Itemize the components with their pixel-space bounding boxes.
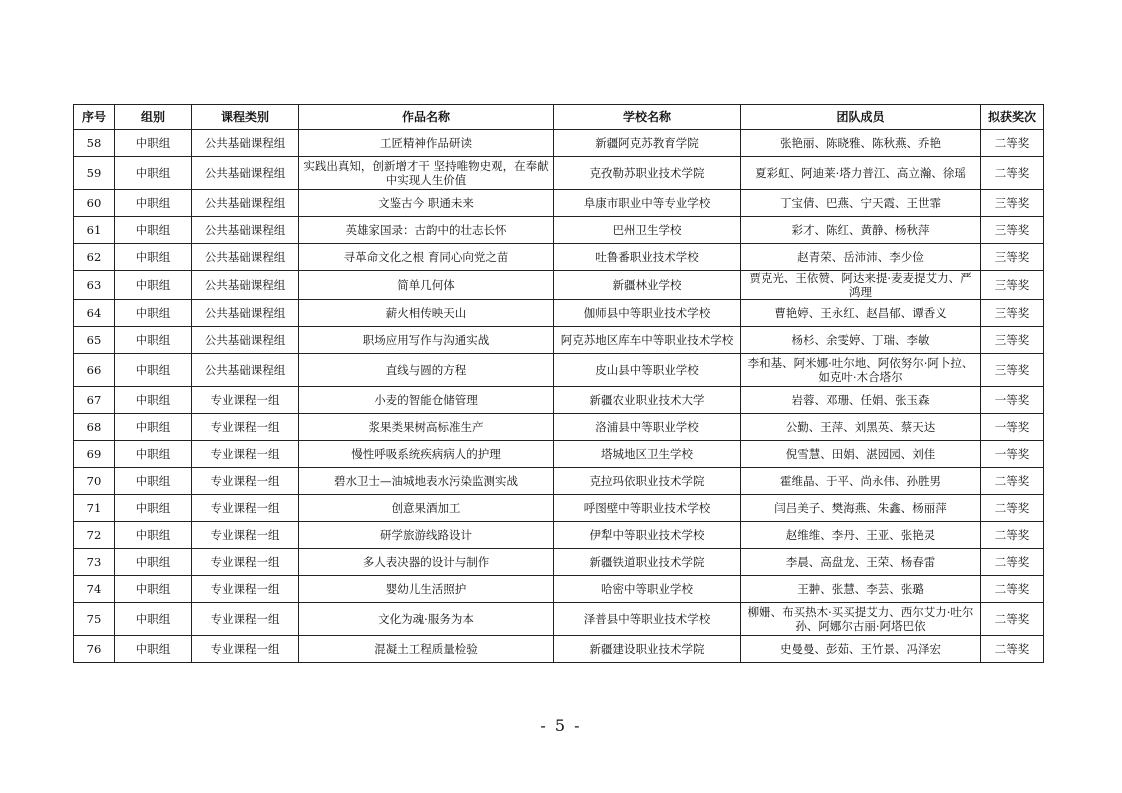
cell-award-level: 一等奖 (981, 414, 1044, 441)
table-row (74, 495, 1044, 522)
cell-team-members: 曹艳婷、王永红、赵昌郁、谭香义 (741, 300, 981, 327)
cell-group: 中职组 (115, 157, 192, 190)
awards-table (73, 104, 1044, 663)
cell-team-members: 彩才、陈红、黄静、杨秋萍 (741, 217, 981, 244)
cell-index: 62 (74, 244, 115, 271)
cell-course-category: 公共基础课程组 (192, 300, 299, 327)
table-row (74, 636, 1044, 663)
cell-course-category: 公共基础课程组 (192, 157, 299, 190)
cell-group: 中职组 (115, 327, 192, 354)
table-header-row (74, 105, 1044, 130)
cell-course-category: 专业课程一组 (192, 495, 299, 522)
cell-index: 74 (74, 576, 115, 603)
cell-index: 75 (74, 603, 115, 636)
cell-index: 76 (74, 636, 115, 663)
cell-group: 中职组 (115, 217, 192, 244)
cell-course-category: 专业课程一组 (192, 468, 299, 495)
cell-work-title: 实践出真知，创新增才干 坚持唯物史观，在奉献中实现人生价值 (299, 157, 554, 190)
cell-index: 69 (74, 441, 115, 468)
cell-work-title: 婴幼儿生活照护 (299, 576, 554, 603)
cell-course-category: 公共基础课程组 (192, 271, 299, 300)
header-work-title: 作品名称 (299, 105, 554, 130)
cell-school-name: 阿克苏地区库车中等职业技术学校 (554, 327, 741, 354)
cell-team-members: 李和基、阿米娜·吐尔地、阿依努尔·阿卜拉、如克叶·木合塔尔 (741, 354, 981, 387)
cell-work-title: 创意果酒加工 (299, 495, 554, 522)
cell-work-title: 简单几何体 (299, 271, 554, 300)
cell-work-title: 直线与圆的方程 (299, 354, 554, 387)
table-row (74, 300, 1044, 327)
table-row (74, 387, 1044, 414)
cell-award-level: 二等奖 (981, 636, 1044, 663)
cell-work-title: 寻革命文化之根 育同心向党之苗 (299, 244, 554, 271)
cell-school-name: 巴州卫生学校 (554, 217, 741, 244)
table-row (74, 157, 1044, 190)
table-row (74, 549, 1044, 576)
cell-index: 65 (74, 327, 115, 354)
cell-school-name: 新疆阿克苏教育学院 (554, 130, 741, 157)
cell-index: 61 (74, 217, 115, 244)
cell-school-name: 阜康市职业中等专业学校 (554, 190, 741, 217)
cell-course-category: 公共基础课程组 (192, 130, 299, 157)
cell-school-name: 塔城地区卫生学校 (554, 441, 741, 468)
cell-work-title: 研学旅游线路设计 (299, 522, 554, 549)
cell-school-name: 新疆农业职业技术大学 (554, 387, 741, 414)
cell-course-category: 专业课程一组 (192, 603, 299, 636)
table-row (74, 603, 1044, 636)
cell-course-category: 公共基础课程组 (192, 244, 299, 271)
cell-group: 中职组 (115, 387, 192, 414)
cell-group: 中职组 (115, 414, 192, 441)
cell-award-level: 三等奖 (981, 190, 1044, 217)
cell-award-level: 一等奖 (981, 387, 1044, 414)
cell-award-level: 二等奖 (981, 603, 1044, 636)
cell-work-title: 职场应用写作与沟通实战 (299, 327, 554, 354)
cell-award-level: 三等奖 (981, 217, 1044, 244)
cell-team-members: 李晨、高盘龙、王荣、杨春雷 (741, 549, 981, 576)
cell-team-members: 赵维维、李丹、王亚、张艳灵 (741, 522, 981, 549)
cell-index: 63 (74, 271, 115, 300)
cell-index: 68 (74, 414, 115, 441)
cell-work-title: 工匠精神作品研读 (299, 130, 554, 157)
cell-award-level: 二等奖 (981, 522, 1044, 549)
cell-index: 73 (74, 549, 115, 576)
cell-award-level: 三等奖 (981, 327, 1044, 354)
page-number: - 5 - (540, 716, 582, 735)
cell-course-category: 公共基础课程组 (192, 327, 299, 354)
table-row (74, 190, 1044, 217)
cell-group: 中职组 (115, 130, 192, 157)
cell-index: 66 (74, 354, 115, 387)
cell-index: 70 (74, 468, 115, 495)
cell-team-members: 王翀、张慧、李芸、张璐 (741, 576, 981, 603)
cell-group: 中职组 (115, 576, 192, 603)
cell-team-members: 公勤、王萍、刘黑英、蔡天达 (741, 414, 981, 441)
cell-course-category: 公共基础课程组 (192, 217, 299, 244)
table-row (74, 244, 1044, 271)
cell-course-category: 公共基础课程组 (192, 354, 299, 387)
cell-group: 中职组 (115, 244, 192, 271)
cell-school-name: 新疆铁道职业技术学院 (554, 549, 741, 576)
cell-team-members: 贾克光、王依赞、阿达来提·麦麦提艾力、严鸿理 (741, 271, 981, 300)
cell-school-name: 伽师县中等职业技术学校 (554, 300, 741, 327)
cell-index: 71 (74, 495, 115, 522)
cell-school-name: 洛浦县中等职业学校 (554, 414, 741, 441)
cell-award-level: 二等奖 (981, 576, 1044, 603)
cell-team-members: 丁宝倩、巴燕、宁天霞、王世霏 (741, 190, 981, 217)
table-row (74, 441, 1044, 468)
cell-award-level: 二等奖 (981, 130, 1044, 157)
cell-index: 67 (74, 387, 115, 414)
cell-group: 中职组 (115, 495, 192, 522)
header-group: 组别 (115, 105, 192, 130)
cell-school-name: 呼图壁中等职业技术学校 (554, 495, 741, 522)
cell-course-category: 专业课程一组 (192, 414, 299, 441)
cell-school-name: 皮山县中等职业学校 (554, 354, 741, 387)
cell-team-members: 张艳丽、陈晓雅、陈秋燕、乔艳 (741, 130, 981, 157)
cell-course-category: 专业课程一组 (192, 441, 299, 468)
cell-group: 中职组 (115, 271, 192, 300)
cell-group: 中职组 (115, 549, 192, 576)
cell-award-level: 三等奖 (981, 300, 1044, 327)
cell-work-title: 混凝土工程质量检验 (299, 636, 554, 663)
cell-work-title: 碧水卫士—油城地表水污染监测实战 (299, 468, 554, 495)
cell-group: 中职组 (115, 522, 192, 549)
table-row (74, 217, 1044, 244)
cell-award-level: 三等奖 (981, 244, 1044, 271)
table-row (74, 271, 1044, 300)
cell-award-level: 二等奖 (981, 495, 1044, 522)
cell-school-name: 新疆林业学校 (554, 271, 741, 300)
cell-team-members: 夏彩虹、阿迪莱·塔力普江、高立瀚、徐瑶 (741, 157, 981, 190)
table-row (74, 576, 1044, 603)
cell-team-members: 倪雪慧、田娟、湛园园、刘佳 (741, 441, 981, 468)
cell-group: 中职组 (115, 354, 192, 387)
cell-team-members: 岩蓉、邓珊、任娟、张玉森 (741, 387, 981, 414)
cell-team-members: 赵青荣、岳沛沛、李少俭 (741, 244, 981, 271)
cell-school-name: 克孜勒苏职业技术学院 (554, 157, 741, 190)
cell-group: 中职组 (115, 636, 192, 663)
cell-index: 72 (74, 522, 115, 549)
table-row (74, 522, 1044, 549)
cell-work-title: 文鉴古今 职通未来 (299, 190, 554, 217)
cell-school-name: 伊犁中等职业技术学校 (554, 522, 741, 549)
cell-work-title: 文化为魂·服务为本 (299, 603, 554, 636)
cell-course-category: 专业课程一组 (192, 387, 299, 414)
table-row (74, 354, 1044, 387)
cell-index: 60 (74, 190, 115, 217)
cell-award-level: 三等奖 (981, 271, 1044, 300)
cell-team-members: 霍维晶、于平、尚永伟、孙胜男 (741, 468, 981, 495)
cell-award-level: 二等奖 (981, 549, 1044, 576)
cell-work-title: 小麦的智能仓储管理 (299, 387, 554, 414)
cell-school-name: 吐鲁番职业技术学校 (554, 244, 741, 271)
cell-team-members: 闫吕美子、樊海燕、朱鑫、杨丽萍 (741, 495, 981, 522)
cell-work-title: 浆果类果树高标准生产 (299, 414, 554, 441)
cell-work-title: 多人表决器的设计与制作 (299, 549, 554, 576)
cell-award-level: 三等奖 (981, 354, 1044, 387)
cell-award-level: 二等奖 (981, 157, 1044, 190)
header-school-name: 学校名称 (554, 105, 741, 130)
header-course-category: 课程类别 (192, 105, 299, 130)
cell-course-category: 专业课程一组 (192, 522, 299, 549)
cell-school-name: 新疆建设职业技术学院 (554, 636, 741, 663)
cell-award-level: 一等奖 (981, 441, 1044, 468)
table-row (74, 327, 1044, 354)
table-body (74, 130, 1044, 663)
cell-award-level: 二等奖 (981, 468, 1044, 495)
cell-school-name: 泽普县中等职业技术学校 (554, 603, 741, 636)
cell-work-title: 慢性呼吸系统疾病病人的护理 (299, 441, 554, 468)
cell-course-category: 专业课程一组 (192, 549, 299, 576)
cell-work-title: 薪火相传映天山 (299, 300, 554, 327)
cell-team-members: 史曼曼、彭茹、王竹景、冯泽宏 (741, 636, 981, 663)
cell-index: 59 (74, 157, 115, 190)
header-index: 序号 (74, 105, 115, 130)
cell-school-name: 克拉玛依职业技术学院 (554, 468, 741, 495)
cell-group: 中职组 (115, 190, 192, 217)
cell-team-members: 杨杉、余雯婷、丁瑞、李敏 (741, 327, 981, 354)
cell-group: 中职组 (115, 468, 192, 495)
cell-index: 58 (74, 130, 115, 157)
table-row (74, 468, 1044, 495)
cell-course-category: 专业课程一组 (192, 636, 299, 663)
cell-work-title: 英雄家国录：古韵中的壮志长怀 (299, 217, 554, 244)
cell-index: 64 (74, 300, 115, 327)
cell-group: 中职组 (115, 603, 192, 636)
table-row (74, 130, 1044, 157)
cell-group: 中职组 (115, 300, 192, 327)
table-row (74, 414, 1044, 441)
cell-group: 中职组 (115, 441, 192, 468)
cell-course-category: 公共基础课程组 (192, 190, 299, 217)
cell-school-name: 哈密中等职业学校 (554, 576, 741, 603)
header-team-members: 团队成员 (741, 105, 981, 130)
cell-team-members: 柳姗、布买热木·买买提艾力、西尔艾力·吐尔孙、阿娜尔古丽·阿塔巴依 (741, 603, 981, 636)
cell-course-category: 专业课程一组 (192, 576, 299, 603)
header-award-level: 拟获奖次 (981, 105, 1044, 130)
